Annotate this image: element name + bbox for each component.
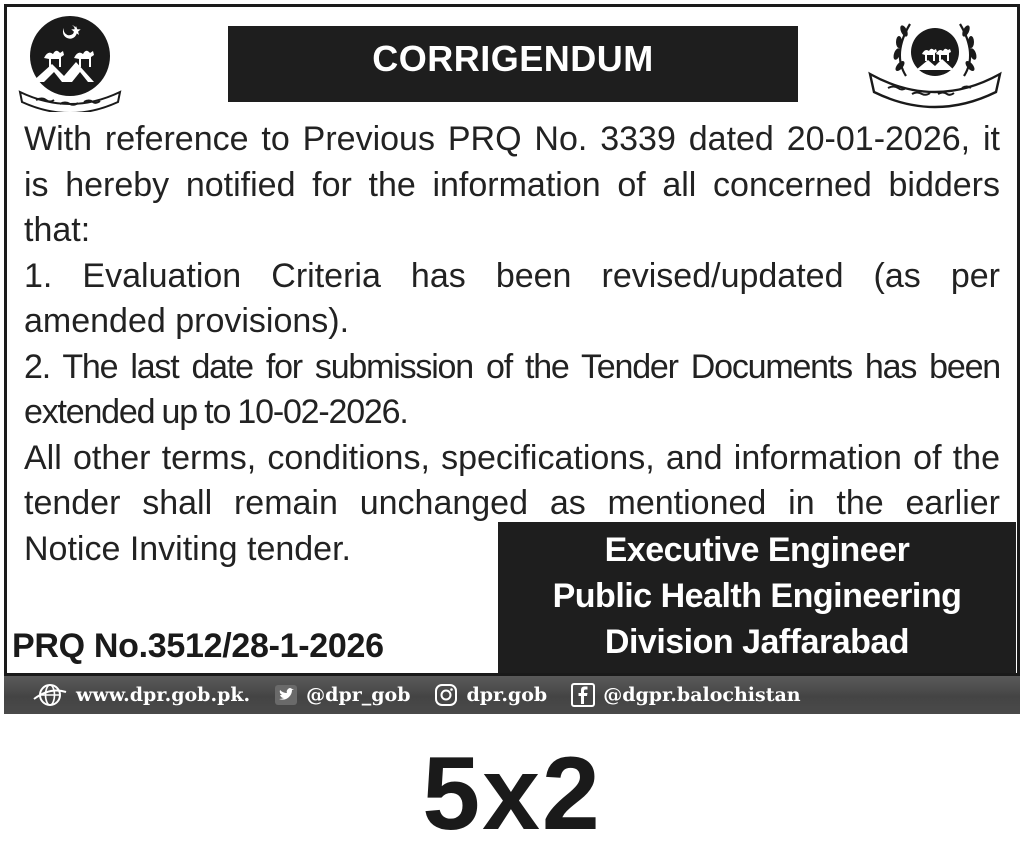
dgpr-emblem-logo (866, 14, 1004, 112)
notice-point-2: 2. The last date for submission of the Tender Documents has been extended up to 10-02-2026. (24, 347, 1000, 431)
notice-paragraph-intro: With reference to Previous PRQ No. 3339 dated 20-01-2026, it is hereby notified for the information of all concerned bidders that: (24, 120, 1000, 249)
twitter-item[interactable] (274, 684, 410, 706)
facebook-icon (571, 683, 595, 707)
website-link[interactable]: www.dpr.gob.pk. (76, 684, 251, 706)
signatory-department: Public Health Engineering (552, 576, 962, 615)
balochistan-emblem-logo (14, 12, 126, 112)
facebook-handle[interactable]: @dgpr.balochistan (603, 684, 801, 706)
instagram-item[interactable] (434, 683, 547, 707)
social-footer-bar (4, 676, 1020, 714)
notice-body (24, 117, 1000, 572)
signatory-box (498, 522, 1016, 673)
corrigendum-title-bar (228, 26, 798, 102)
twitter-icon (274, 684, 298, 706)
prq-reference: PRQ No.3512/28-1-2026 (12, 627, 384, 665)
ad-size-label: 5x2 (422, 736, 602, 852)
globe-icon (32, 683, 68, 707)
instagram-handle[interactable]: dpr.gob (466, 684, 548, 706)
website-item[interactable] (32, 683, 250, 707)
notice-paragraph-closing: All other terms, conditions, specifications, and information of the tender shall remain unchanged as mentioned in the earlier Notice Inviting tender. (24, 438, 1000, 568)
notice-point-1: 1. Evaluation Criteria has been revised/updated (as per amended provisions). (24, 256, 1000, 340)
facebook-item[interactable] (571, 683, 800, 707)
instagram-icon (434, 683, 458, 707)
notice-title: CORRIGENDUM (372, 38, 654, 79)
twitter-handle[interactable]: @dpr_gob (306, 684, 411, 706)
signatory-division: Division Jaffarabad (604, 622, 910, 661)
signatory-designation: Executive Engineer (604, 530, 910, 569)
